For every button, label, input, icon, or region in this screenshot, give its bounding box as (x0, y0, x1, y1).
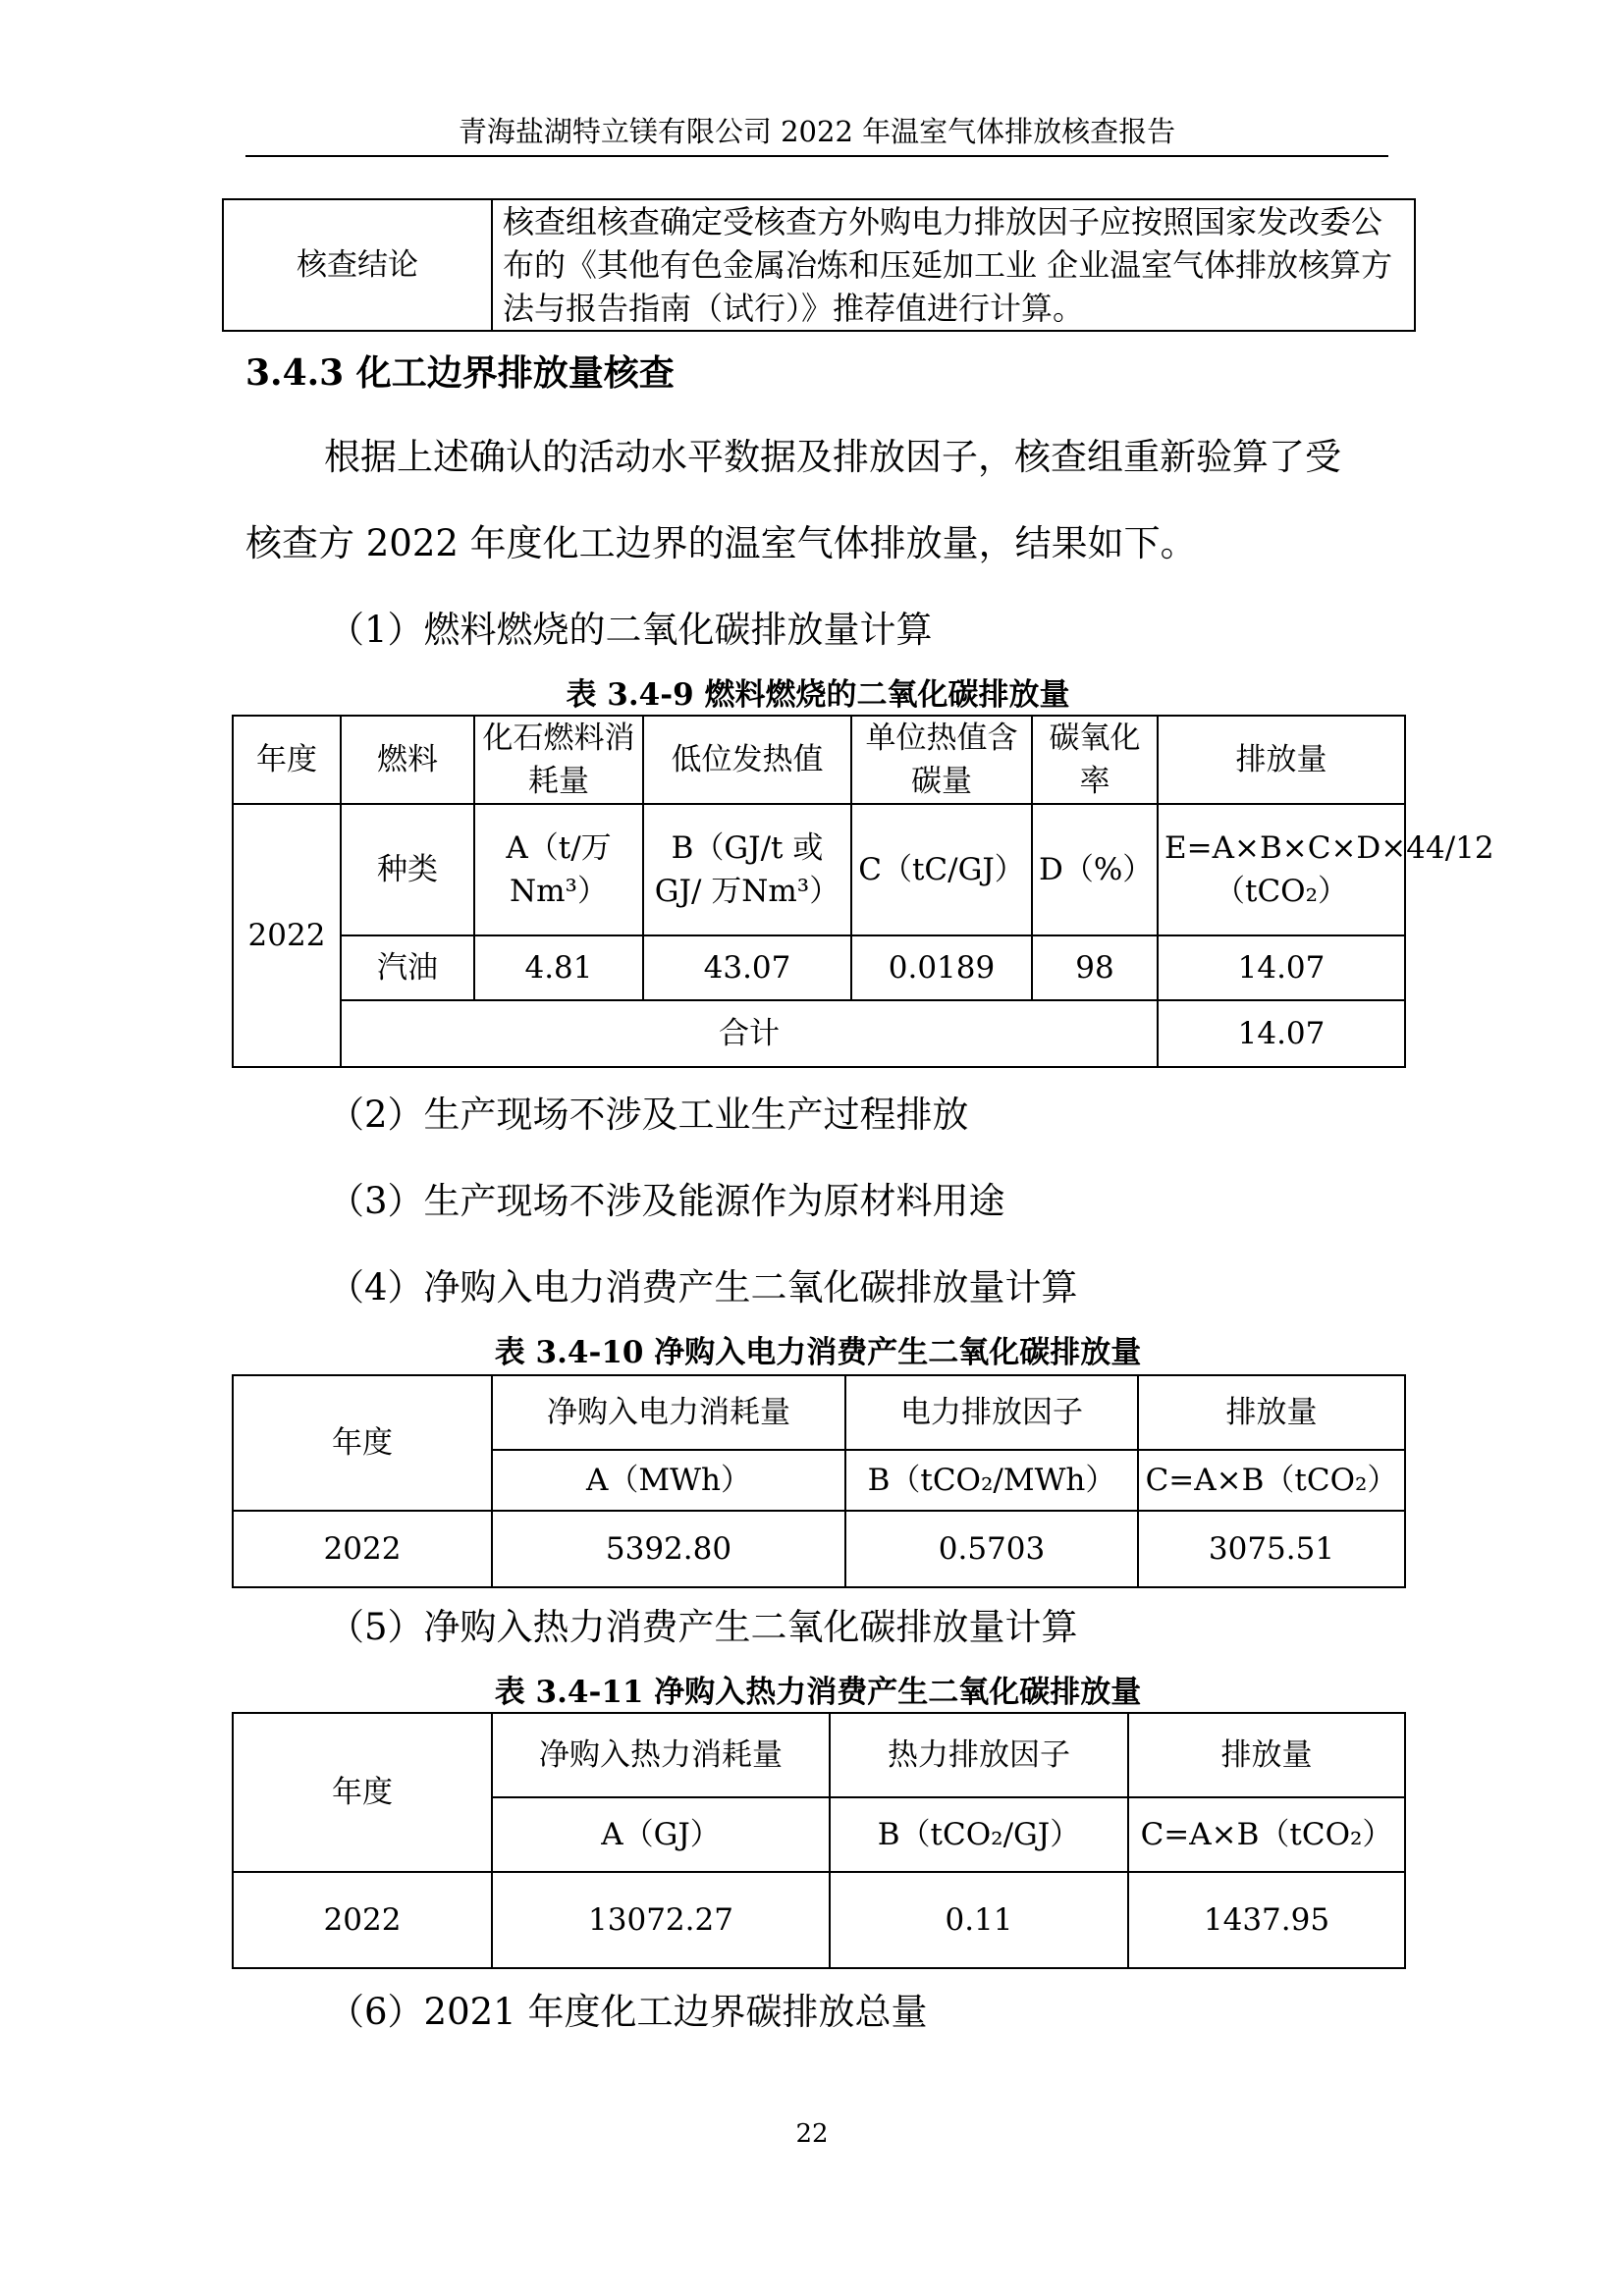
table1-sub-a: A（t/万Nm³） (474, 804, 643, 935)
table2-sub-a: A（MWh） (492, 1450, 845, 1511)
table1-e: 14.07 (1158, 935, 1405, 1000)
table1-header-emission: 排放量 (1158, 716, 1405, 804)
conclusion-table (222, 198, 1416, 332)
table1-header-heat-value: 低位发热值 (643, 716, 851, 804)
table2-sub-c: C=A×B（tCO₂） (1138, 1450, 1405, 1511)
table1-year: 2022 (233, 804, 341, 1067)
table2-caption: 表 3.4-10 净购入电力消费产生二氧化碳排放量 (494, 1335, 1142, 1370)
table1-header-oxidation: 碳氧化率 (1032, 716, 1158, 804)
table1-sub-e: E=A×B×C×D×44/12（tCO₂） (1158, 804, 1405, 935)
conclusion-text: 核查组核查确定受核查方外购电力排放因子应按照国家发改委公布的《其他有色金属冶炼和压延加工业 企业温室气体排放核算方法与报告指南（试行）》推荐值进行计算。 (492, 199, 1415, 331)
table3-header-c: 排放量 (1128, 1713, 1405, 1797)
table3-year: 2022 (233, 1872, 492, 1968)
page-number: 22 (795, 2119, 829, 2149)
item-1: （1）燃料燃烧的二氧化碳排放量计算 (328, 609, 933, 651)
table2-header-c: 排放量 (1138, 1375, 1405, 1450)
table1-header-year: 年度 (233, 716, 341, 804)
table3-sub-a: A（GJ） (492, 1797, 830, 1872)
paragraph-line-1: 根据上述确认的活动水平数据及排放因子，核查组重新验算了受 (324, 436, 1341, 478)
table1-a: 4.81 (474, 935, 643, 1000)
item-4: （4）净购入电力消费产生二氧化碳排放量计算 (328, 1266, 1078, 1308)
table1-sub-c: C（tC/GJ） (851, 804, 1032, 935)
fuel-combustion-table (232, 715, 1494, 1068)
table1-sub-b: B（GJ/t 或GJ/ 万Nm³） (643, 804, 851, 935)
section-heading: 3.4.3 化工边界排放量核查 (245, 352, 675, 394)
table2-header-year: 年度 (233, 1375, 492, 1511)
page-header: 青海盐湖特立镁有限公司 2022 年温室气体排放核查报告 (458, 115, 1176, 148)
table3-header-year: 年度 (233, 1713, 492, 1872)
table3-sub-b: B（tCO₂/GJ） (830, 1797, 1128, 1872)
table1-sub-d: D（%） (1032, 804, 1158, 935)
table3-header-a: 净购入热力消耗量 (492, 1713, 830, 1797)
table2-c: 3075.51 (1138, 1511, 1405, 1587)
paragraph-line-2: 核查方 2022 年度化工边界的温室气体排放量，结果如下。 (245, 522, 1197, 564)
table3-b: 0.11 (830, 1872, 1128, 1968)
header-rule (245, 155, 1388, 157)
table1-total-value: 14.07 (1158, 1000, 1405, 1067)
table1-header-fuel: 燃料 (341, 716, 474, 804)
item-3: （3）生产现场不涉及能源作为原材料用途 (328, 1180, 1005, 1222)
table1-d: 98 (1032, 935, 1158, 1000)
table1-sub-kind: 种类 (341, 804, 474, 935)
table1-caption: 表 3.4-9 燃料燃烧的二氧化碳排放量 (566, 677, 1070, 713)
table3-caption: 表 3.4-11 净购入热力消费产生二氧化碳排放量 (494, 1675, 1142, 1710)
table1-fuel: 汽油 (341, 935, 474, 1000)
table2-header-a: 净购入电力消耗量 (492, 1375, 845, 1450)
table3-a: 13072.27 (492, 1872, 830, 1968)
table2-sub-b: B（tCO₂/MWh） (845, 1450, 1138, 1511)
table1-header-consumption: 化石燃料消耗量 (474, 716, 643, 804)
table2-header-b: 电力排放因子 (845, 1375, 1138, 1450)
table1-b: 43.07 (643, 935, 851, 1000)
table2-a: 5392.80 (492, 1511, 845, 1587)
electricity-table (232, 1374, 1406, 1588)
table3-header-b: 热力排放因子 (830, 1713, 1128, 1797)
item-5: （5）净购入热力消费产生二氧化碳排放量计算 (328, 1606, 1078, 1648)
table3-sub-c: C=A×B（tCO₂） (1128, 1797, 1405, 1872)
table2-year: 2022 (233, 1511, 492, 1587)
conclusion-label: 核查结论 (223, 199, 492, 331)
item-2: （2）生产现场不涉及工业生产过程排放 (328, 1094, 969, 1136)
heat-table (232, 1712, 1406, 1969)
table1-c: 0.0189 (851, 935, 1032, 1000)
table2-b: 0.5703 (845, 1511, 1138, 1587)
table1-header-carbon-content: 单位热值含碳量 (851, 716, 1032, 804)
item-6: （6）2021 年度化工边界碳排放总量 (328, 1991, 928, 2033)
table1-total-label: 合计 (341, 1000, 1158, 1067)
table3-c: 1437.95 (1128, 1872, 1405, 1968)
